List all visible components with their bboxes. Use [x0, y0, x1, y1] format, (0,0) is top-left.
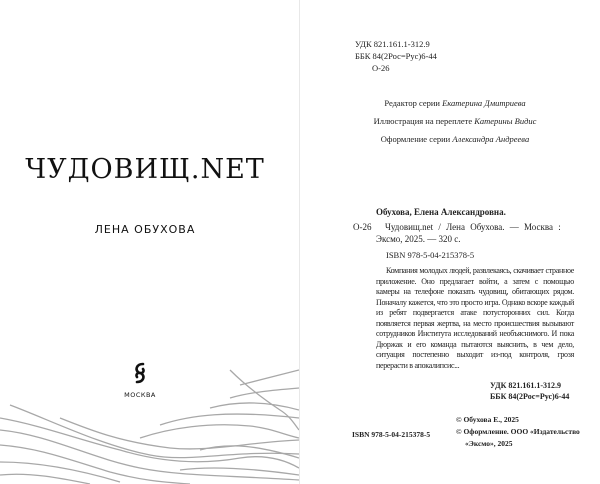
bib-isbn: ISBN 978-5-04-215378-5 — [386, 250, 475, 260]
copyright-design: © Оформление. ООО «Издательство — [456, 427, 580, 436]
title-page — [0, 0, 299, 484]
copyright-author: © Обухова Е., 2025 — [456, 415, 519, 424]
copyright-page — [300, 0, 600, 484]
book-title: ЧУДОВИЩ.NET — [25, 154, 265, 185]
udk-top: УДК 821.161.1-312.9 — [355, 39, 430, 49]
annotation-text: Компания молодых людей, развлекаясь, скачивает странное приложение. Оно предлагает войти, а затем с помощью камеры на телефоне показать чудовищ, обитающих рядом. Поначалу кажется, что это просто игра. Однако вскоре каждый из ребят подвергается атаке потусторонних сил. Когда появляется первая жертва, на место происшествия вызывают сотрудников Института исследований необъяснимого. И пока Дюржак и его команда пытаются выяснить, в чем дело, ситуация постепенно выходит из-под контроля, грозя перерасти в апокалипсис... — [376, 266, 574, 370]
credit-editor: Редактор серии Екатерина Дмитриева — [384, 98, 526, 108]
wave-lines-illustration — [0, 330, 299, 484]
bbk-bottom: ББК 84(2Рос=Рус)6-44 — [490, 392, 570, 401]
credit-illustration: Иллюстрация на переплете Катерины Видис — [373, 116, 537, 126]
bbk-top: ББК 84(2Рос=Рус)6-44 — [355, 51, 437, 61]
isbn-bottom: ISBN 978-5-04-215378-5 — [352, 430, 431, 439]
udk-bottom: УДК 821.161.1-312.9 — [490, 381, 562, 390]
code-top: О-26 — [372, 63, 390, 73]
copyright-design-cont: «Эксмо», 2025 — [465, 439, 513, 448]
bib-line-2: Эксмо, 2025. — 320 с. — [376, 234, 461, 244]
book-author: ЛЕНА ОБУХОВА — [94, 223, 196, 236]
bib-author: Обухова, Елена Александровна. — [376, 207, 506, 217]
publisher-city: МОСКВА — [124, 391, 156, 399]
bib-line-1: Чудовищ.net / Лена Обухова. — Москва : — [385, 222, 561, 232]
credit-design: Оформление серии Александра Андреева — [380, 134, 530, 144]
bib-code: О-26 — [353, 222, 372, 232]
